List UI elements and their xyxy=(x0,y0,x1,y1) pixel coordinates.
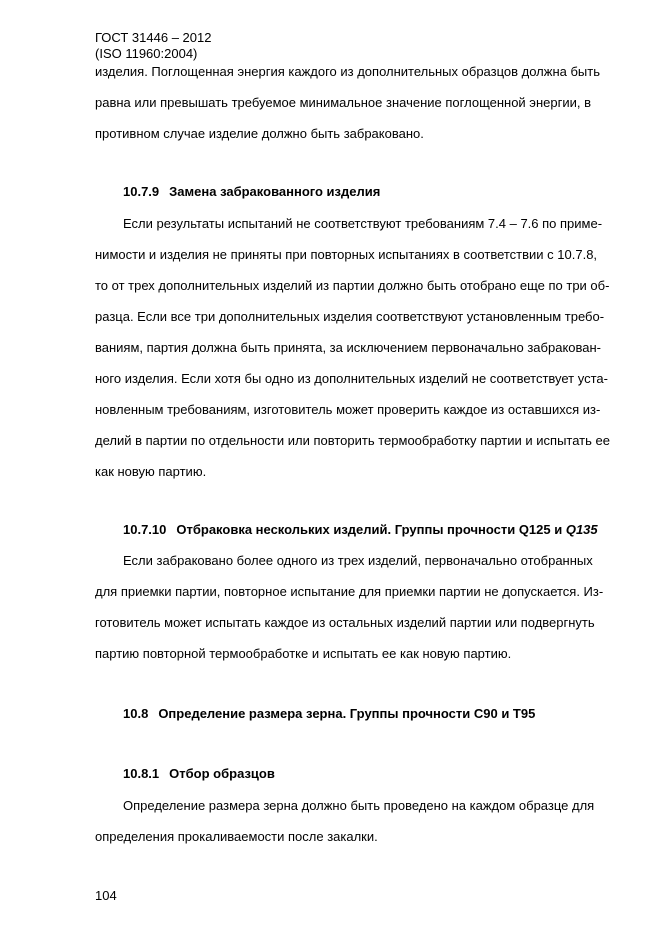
paragraph-line: делий в партии по отдельности или повторить термообработку партии и испытать ее xyxy=(95,433,610,448)
paragraph-line: Определение размера зерна должно быть проведено на каждом образце для xyxy=(123,798,595,813)
paragraph-line: ваниям, партия должна быть принята, за исключением первоначально забракован- xyxy=(95,340,602,355)
section-title-italic: Q135 xyxy=(565,522,598,537)
standard-code: ГОСТ 31446 – 2012 xyxy=(95,30,212,45)
page-number: 104 xyxy=(95,888,117,903)
section-title: Отбраковка нескольких изделий. Группы прочности Q125 и xyxy=(176,522,566,537)
paragraph-line: определения прокаливаемости после закалки. xyxy=(95,829,378,844)
paragraph-line: партию повторной термообработке и испытать ее как новую партию. xyxy=(95,646,512,661)
paragraph-line: разца. Если все три дополнительных изделия соответствуют установленным требо- xyxy=(95,309,605,324)
section-number: 10.8.1 xyxy=(123,766,160,781)
paragraph-line: новленным требованиям, изготовитель может проверить каждое из оставшихся из- xyxy=(95,402,601,417)
section-heading-10-7-9 xyxy=(123,184,380,200)
paragraph-line: нимости и изделия не приняты при повторных испытаниях в соответствии с 10.7.8, xyxy=(95,247,598,262)
paragraph-line: равна или превышать требуемое минимальное значение поглощенной энергии, в xyxy=(95,95,591,110)
paragraph-line: готовитель может испытать каждое из остальных изделий партии или подвергнуть xyxy=(95,615,595,630)
section-heading-10-8-1 xyxy=(123,766,275,782)
paragraph-line: противном случае изделие должно быть забраковано. xyxy=(95,126,424,141)
section-number: 10.8 xyxy=(123,706,149,721)
paragraph-line: для приемки партии, повторное испытание для приемки партии не допускается. Из- xyxy=(95,584,604,599)
section-title: Определение размера зерна. Группы прочности С90 и Т95 xyxy=(158,706,536,721)
section-heading-10-7-10 xyxy=(123,522,598,538)
section-heading-10-8 xyxy=(123,706,535,722)
paragraph-line: как новую партию. xyxy=(95,464,207,479)
page-header xyxy=(95,30,211,62)
paragraph-line: изделия. Поглощенная энергия каждого из дополнительных образцов должна быть xyxy=(95,64,600,79)
section-title: Замена забракованного изделия xyxy=(169,184,381,199)
section-number: 10.7.10 xyxy=(123,522,167,537)
paragraph-line: Если забраковано более одного из трех изделий, первоначально отобранных xyxy=(123,553,593,568)
section-number: 10.7.9 xyxy=(123,184,160,199)
paragraph-line: Если результаты испытаний не соответствуют требованиям 7.4 – 7.6 по приме- xyxy=(123,216,603,231)
paragraph-line: то от трех дополнительных изделий из партии должно быть отобрано еще по три об- xyxy=(95,278,610,293)
section-title: Отбор образцов xyxy=(169,766,275,781)
paragraph-line: ного изделия. Если хотя бы одно из дополнительных изделий не соответствует уста- xyxy=(95,371,608,386)
iso-reference: (ISO 11960:2004) xyxy=(95,46,198,61)
